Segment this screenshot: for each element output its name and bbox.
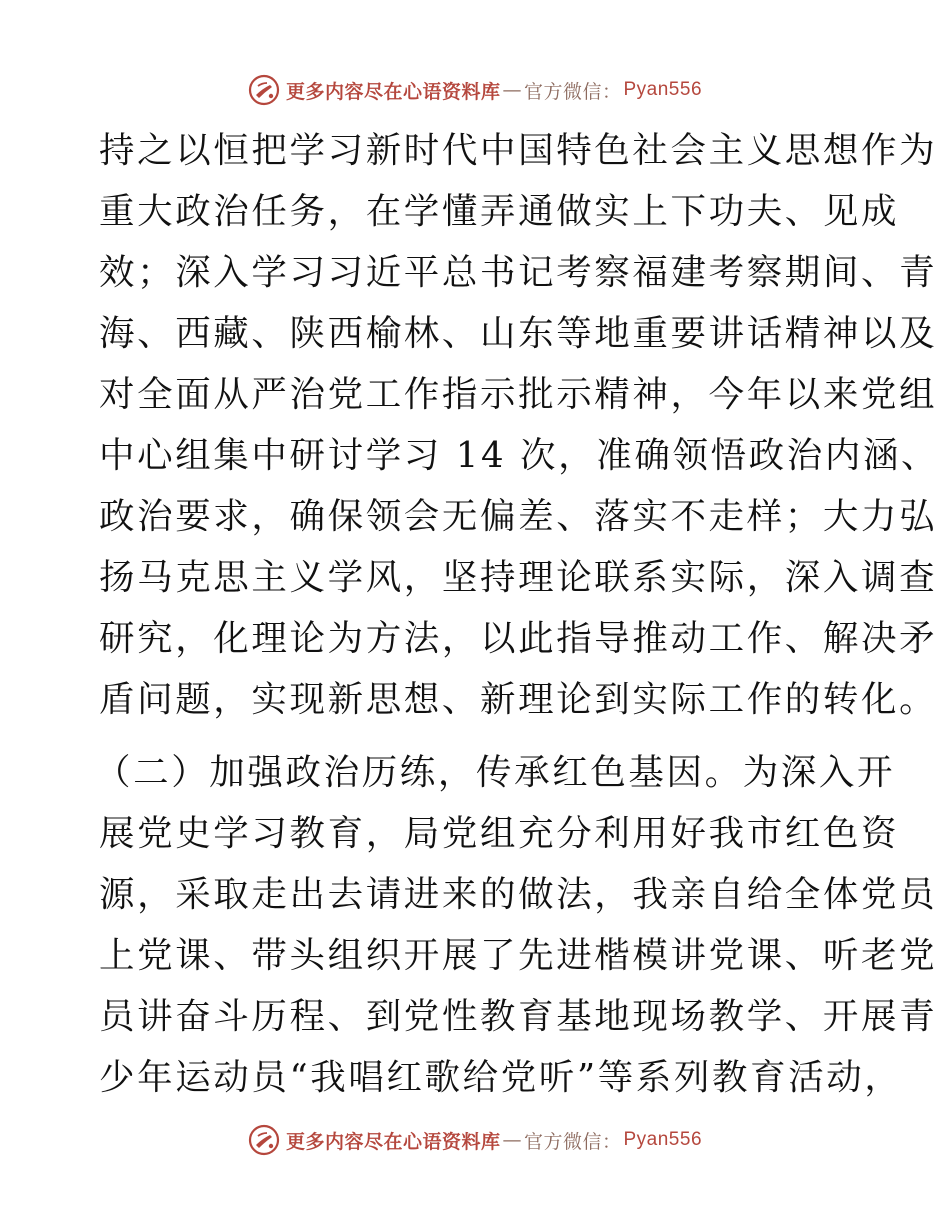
- text-line: 少年运动员“我唱红歌给党听”等系列教育活动，: [99, 1057, 903, 1098]
- header-banner: [0, 70, 950, 110]
- document-body: [95, 120, 940, 1108]
- book-logo-icon: [248, 1124, 280, 1156]
- text-line: 海、西藏、陕西榆林、山东等地重要讲话精神以及: [99, 313, 938, 354]
- text-line: 盾问题，实现新思想、新理论到实际工作的转化。: [99, 679, 938, 720]
- section-heading-line: （二）加强政治历练，传承红色基因。为深入开: [95, 752, 896, 793]
- text-line: 对全面从严治党工作指示批示精神，今年以来党组: [99, 374, 938, 415]
- paragraph-spacer: [99, 730, 859, 742]
- banner-handle: Pyan556: [623, 79, 703, 100]
- text-line: 政治要求，确保领会无偏差、落实不走样；大力弘: [99, 496, 938, 537]
- banner-handle: Pyan556: [623, 1129, 703, 1150]
- banner-sub-text: 官方微信：: [523, 80, 622, 103]
- banner-separator: —: [502, 79, 522, 101]
- banner-sub-text: 官方微信：: [523, 1130, 622, 1153]
- text-line: 员讲奋斗历程、到党性教育基地现场教学、开展青: [99, 996, 938, 1037]
- text-line: 展党史学习教育，局党组充分利用好我市红色资: [99, 813, 900, 854]
- banner-separator: —: [502, 1129, 522, 1151]
- text-line: 效；深入学习习近平总书记考察福建考察期间、青: [99, 252, 938, 293]
- text-line: 上党课、带头组织开展了先进楷模讲党课、听老党: [99, 935, 938, 976]
- paragraph-1: [99, 120, 940, 730]
- banner-main-text: 更多内容尽在心语资料库: [285, 80, 501, 103]
- banner-main-text: 更多内容尽在心语资料库: [285, 1130, 501, 1153]
- book-logo-icon: [248, 74, 280, 106]
- text-line: 研究，化理论为方法，以此指导推动工作、解决矛: [99, 618, 938, 659]
- footer-banner: [0, 1120, 950, 1160]
- text-line: 中心组集中研讨学习 14 次，准确领悟政治内涵、: [99, 435, 940, 476]
- text-line: 扬马克思主义学风，坚持理论联系实际，深入调查: [99, 557, 938, 598]
- text-line: 源，采取走出去请进来的做法，我亲自给全体党员: [99, 874, 938, 915]
- text-line: 重大政治任务，在学懂弄通做实上下功夫、见成: [99, 191, 900, 232]
- paragraph-2: [95, 742, 938, 1108]
- text-line: 持之以恒把学习新时代中国特色社会主义思想作为: [99, 130, 938, 171]
